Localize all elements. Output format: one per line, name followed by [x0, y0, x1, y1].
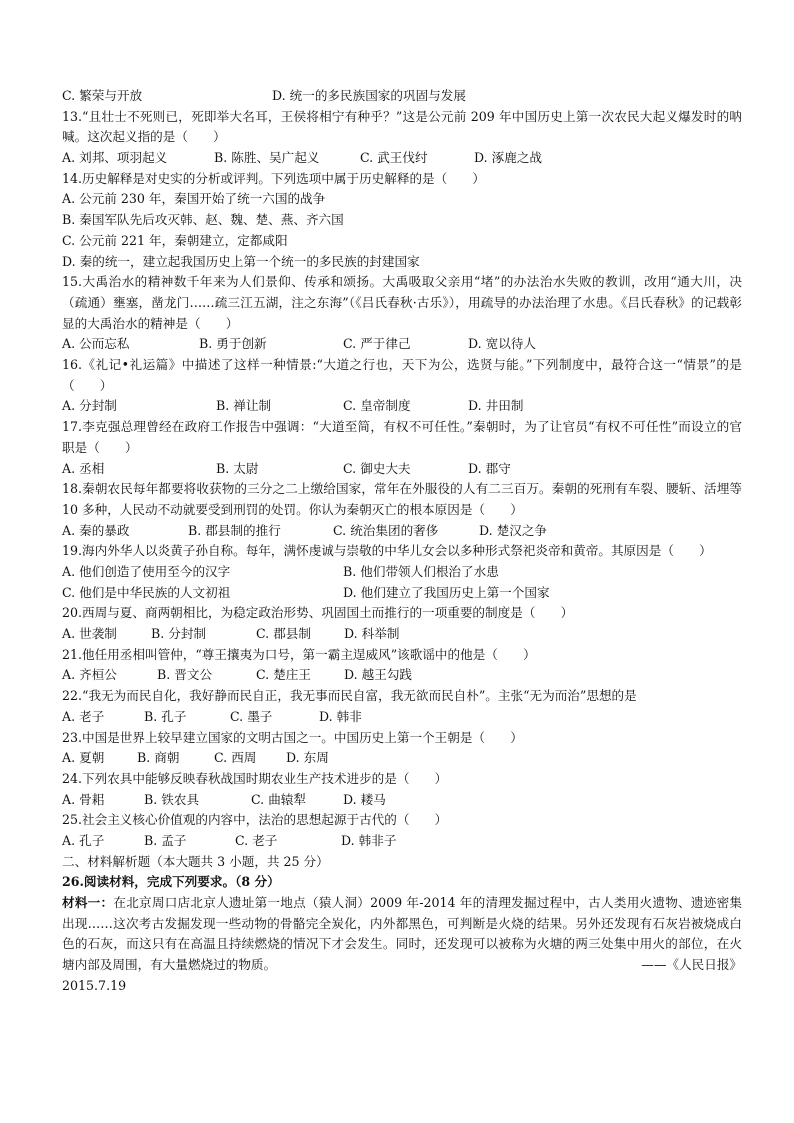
option-b: B. 孔子 [144, 708, 187, 724]
option-c: C. 皇帝制度 [343, 398, 411, 414]
question-17-options [62, 459, 742, 480]
material-text: 在北京周口店北京人遗址第一地点（猿人洞）2009 年-2014 年的清理发掘过程中，古人类用火遗物、遗迹密集出现……这次考古发掘发现一些动物的骨骼完全炭化，内外都黑色，可判断是火烧的结果。另外还发现有石灰岩被烧成白色的石灰，而这只有在高温且持续燃烧的情况下才会发生。同时，还发现可以被称为火塘的两三处集中用火的部位，在火塘内部及周围，有大量燃烧过的物质。 [62, 895, 742, 973]
question-19-options-row2 [62, 583, 742, 604]
material-label: 材料一： [62, 895, 114, 910]
option-c: C. 郡县制 [256, 626, 311, 642]
option-c: C. 武王伐纣 [360, 150, 428, 166]
question-16-stem: 16.《礼记•礼运篇》中描述了这样一种情景:“大道之行也，天下为公，选贤与能。”下列制度中，最符合这一“情景”的是（ ） [62, 357, 742, 393]
option-d: D. 宽以待人 [468, 336, 537, 352]
option-a: A. 公元前 230 年，秦国开始了统一六国的战争 [62, 191, 326, 207]
option-d: D. 韩非子 [341, 832, 397, 848]
option-b: B. 商朝 [137, 750, 180, 766]
option-c: C. 曲辕犁 [251, 791, 306, 807]
option-b: B. 郡县制的推行 [188, 522, 281, 538]
option-a: A. 夏朝 [62, 750, 105, 766]
question-25-options [62, 831, 742, 852]
option-a: A. 骨耜 [62, 791, 105, 807]
question-24-stem: 24.下列农具中能够反映春秋战国时期农业生产技术进步的是（ ） [62, 770, 448, 786]
question-23-stem: 23.中国是世界上较早建立国家的文明古国之一。中国历史上第一个王朝是（ ） [62, 729, 523, 745]
option-d: D. 统一的多民族国家的巩固与发展 [272, 88, 466, 103]
option-c: C. 老子 [235, 832, 278, 848]
option-a: A. 秦的暴政 [62, 522, 130, 538]
option-a: A. 公而忘私 [62, 336, 130, 352]
exam-page [62, 86, 742, 997]
option-c: C. 统治集团的奢侈 [333, 522, 439, 538]
source-citation: ——《人民日报》 [641, 957, 742, 973]
option-a: A. 丞相 [62, 460, 105, 476]
option-c: C. 西周 [214, 750, 257, 766]
question-24-options [62, 790, 742, 811]
option-b: B. 禅让制 [216, 398, 272, 414]
option-a: A. 世袭制 [62, 626, 117, 642]
option-b: B. 他们带领人们根治了水患 [343, 564, 499, 579]
option-d: D. 他们建立了我国历史上第一个国家 [343, 584, 550, 600]
option-d: D. 楚汉之争 [479, 522, 548, 538]
section-2-heading: 二、材料解析题（本大题共 3 小题，共 25 分） [62, 853, 329, 869]
option-a: A. 老子 [62, 708, 105, 724]
question-23-options [62, 748, 742, 769]
question-22-options [62, 707, 742, 728]
option-d: D. 越王勾践 [344, 667, 413, 683]
question-15-options [62, 334, 742, 355]
option-d: D. 科举制 [344, 626, 400, 642]
option-c: C. 严于律己 [343, 336, 411, 352]
option-b: B. 孟子 [144, 832, 187, 848]
option-a: A. 刘邦、项羽起义 [62, 150, 168, 166]
question-17-stem: 17.李克强总理曾经在政府工作报告中强调：“大道至简，有权不可任性。”秦朝时，为了让官员“有权不可任性”而设立的官职是（ ） [62, 419, 742, 455]
question-18-options [62, 521, 742, 542]
option-b: B. 晋文公 [157, 667, 213, 683]
question-16-options [62, 396, 742, 417]
option-d: D. 郡守 [468, 460, 511, 476]
option-b: B. 勇于创新 [199, 336, 267, 352]
option-b: B. 陈胜、吴广起义 [214, 150, 320, 166]
option-c: C. 御史大夫 [343, 460, 411, 476]
q12-options [62, 86, 742, 107]
option-b: B. 秦国军队先后攻灭韩、赵、魏、楚、燕、齐六国 [62, 212, 344, 228]
question-21-stem: 21.他任用丞相叫管仲，“尊王攘夷为口号，第一霸主逞威风”该歌谣中的他是（ ） [62, 646, 536, 662]
option-d: D. 东周 [286, 750, 329, 766]
question-20-options [62, 624, 742, 645]
question-19-stem: 19.海内外华人以炎黄子孙自称。每年，满怀虔诚与崇敬的中华儿女会以多种形式祭祀炎帝和黄帝。其原因是（ ） [62, 543, 712, 559]
question-21-options [62, 665, 742, 686]
option-a: A. 分封制 [62, 398, 117, 414]
option-b: B. 铁农具 [144, 791, 200, 807]
option-d: D. 涿鹿之战 [474, 150, 543, 166]
question-14-stem: 14.历史解释是对史实的分析或评判。下列选项中属于历史解释的是（ ） [62, 170, 486, 186]
question-20-stem: 20.西周与夏、商两朝相比，为稳定政治形势、巩固国土而推行的一项重要的制度是（ ） [62, 605, 574, 621]
option-b: B. 分封制 [151, 626, 207, 642]
material-1 [62, 893, 742, 976]
question-13-stem: 13.“且壮士不死则已，死即举大名耳，王侯将相宁有种乎？”这是公元前 209 年中国历史上第一次农民大起义爆发时的呐喊。这次起义指的是（ ） [62, 108, 742, 145]
publication-date: 2015.7.19 [62, 977, 127, 993]
question-26-title: 26.阅读材料，完成下列要求。（8 分） [62, 874, 280, 890]
option-d: D. 秦的统一，建立起我国历史上第一个统一的多民族的封建国家 [62, 253, 420, 269]
option-d: D. 韩非 [319, 708, 362, 724]
question-25-stem: 25.社会主义核心价值观的内容中，法治的思想起源于古代的（ ） [62, 812, 448, 828]
option-c: C. 墨子 [230, 708, 273, 724]
source-line [62, 957, 742, 997]
question-15-stem: 15.大禹治水的精神数千年来为人们景仰、传承和颂扬。大禹吸取父亲用“堵”的办法治水失败的教训，改用“通大川，决（疏通）壅塞，凿龙门……疏三江五湖，注之东海”（《吕氏春秋·古乐》），用疏导的办法治理了水患。《吕氏春秋》的记载彰显的大禹治水的精神是（ ） [62, 274, 742, 331]
question-19-options-row1 [62, 562, 742, 583]
option-a: A. 齐桓公 [62, 667, 117, 683]
option-d: D. 耧马 [343, 791, 386, 807]
option-c: C. 他们是中华民族的人文初祖 [62, 584, 231, 600]
option-a: A. 他们创造了使用至今的汉字 [62, 564, 231, 579]
question-13-options [62, 148, 742, 169]
option-c: C. 楚庄王 [256, 667, 311, 683]
option-a: A. 孔子 [62, 832, 105, 848]
option-c: C. 公元前 221 年，秦朝建立，定都咸阳 [62, 232, 288, 248]
question-18-stem: 18.秦朝农民每年都要将收获物的三分之二上缴给国家，常年在外服役的人有二三百万。秦朝的死刑有车裂、腰斩、活埋等 10 多种，人民动不动就要受到刑罚的处罚。你认为秦朝灭亡的根本原因是（ ） [62, 481, 742, 517]
option-d: D. 井田制 [468, 398, 524, 414]
question-22-stem: 22.“我无为而民自化，我好静而民自正，我无事而民自富，我无欲而民自朴”。主张“无为而治”思想的是 [62, 688, 637, 704]
option-c: C. 繁荣与开放 [62, 88, 143, 103]
option-b: B. 太尉 [216, 460, 259, 476]
